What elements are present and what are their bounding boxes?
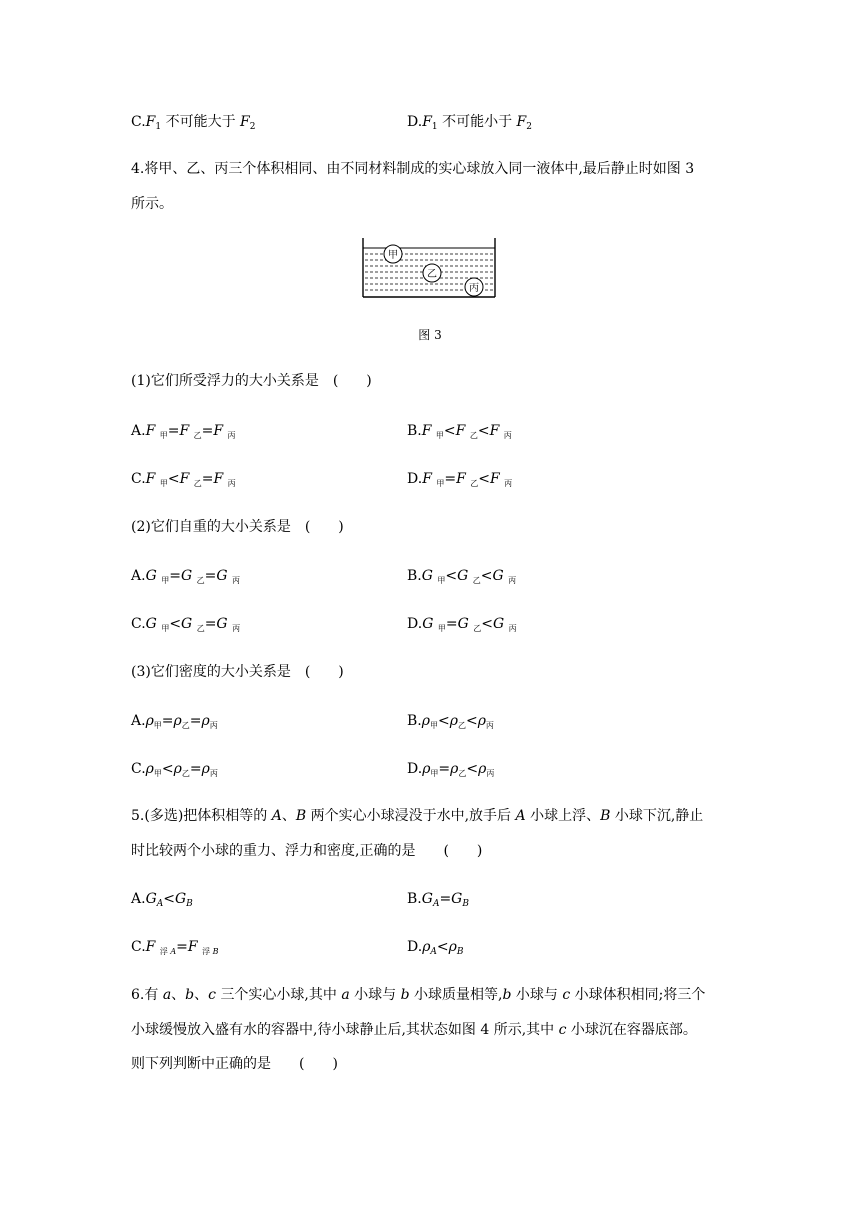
q6-text: 小球体积相同;将三个	[574, 987, 706, 1003]
q4-sub1-stem: (1)它们所受浮力的大小关系是 ( )	[131, 373, 372, 389]
q6-text: 小球缓慢放入盛有水的容器中,待小球静止后,其状态如图 4 所示,其中	[131, 1022, 555, 1038]
q6-text: 小球与	[515, 987, 558, 1003]
q5-stem-line2: 时比较两个小球的重力、浮力和密度,正确的是 ( )	[131, 843, 483, 859]
q6-stem-line1: 6.有 a、b、c 三个实心小球,其中 a 小球与 b 小球质量相等,b 小球与 c 小球体积相同;将三个	[131, 987, 706, 1003]
figure-3-caption: 图 3	[418, 328, 442, 342]
q6-text: 小球质量相等,	[414, 987, 503, 1003]
q4-sub2-stem: (2)它们自重的大小关系是 ( )	[131, 519, 344, 535]
q4-sub2-option-d: D.G $_甲$=G $_乙$<G $_丙$	[407, 616, 517, 633]
option-d-prev: $D.F_1$ 不可能小于 $F_2$	[407, 114, 532, 132]
container-diagram	[362, 238, 496, 300]
q5-text: 小球下沉,静止	[614, 808, 704, 824]
q5-text: 两个实心小球浸没于水中,放手后	[310, 808, 512, 824]
q4-sub3-option-b: $B.\rho_甲<\rho_乙<\rho_丙$	[407, 713, 494, 730]
q4-stem-line1: 4.将甲、乙、丙三个体积相同、由不同材料制成的实心球放入同一液体中,最后静止时如图 3	[131, 161, 695, 177]
option-label: D.	[407, 471, 423, 487]
q4-sub3-option-c: $C.\rho_甲<\rho_乙=\rho_丙$	[131, 761, 218, 778]
ball-label-bing: 丙	[469, 283, 479, 294]
option-label: B.	[407, 713, 422, 729]
option-label: B.	[407, 568, 422, 584]
q6-text: 小球与	[354, 987, 397, 1003]
q4-sub2-option-b: B.G $_甲$<G $_乙$<G $_丙$	[407, 568, 517, 585]
option-label: D.	[407, 939, 423, 955]
ball-label-yi: 乙	[427, 269, 437, 280]
option-text: 不可能小于	[442, 114, 513, 130]
q6-stem-line3: 则下列判断中正确的是 ( )	[131, 1056, 338, 1072]
option-label: C.	[131, 761, 146, 777]
q5-option-d: $D.\rho_A<\rho_B$	[407, 939, 464, 957]
q6-stem-line2: 小球缓慢放入盛有水的容器中,待小球静止后,其状态如图 4 所示,其中 c 小球沉在容器底部。	[131, 1022, 697, 1038]
q4-sub1-option-b: B.F $_甲$<F $_乙$<F $_丙$	[407, 423, 512, 440]
q4-sub3-stem: (3)它们密度的大小关系是 ( )	[131, 664, 344, 680]
q4-sub1-option-a: A.F $_甲$=F $_乙$=F $_丙$	[131, 423, 236, 440]
figure-3	[362, 238, 496, 304]
option-label: C.	[131, 616, 146, 632]
q4-sub3-option-d: $D.\rho_甲=\rho_乙<\rho_丙$	[407, 761, 495, 778]
q5-text: 5.(多选)把体积相等的	[131, 808, 268, 824]
q6-text: 三个实心小球,其中	[220, 987, 337, 1003]
option-label: C.	[131, 471, 146, 487]
option-label: D.	[407, 616, 423, 632]
q5-stem-line1: 5.(多选)把体积相等的 A、B 两个实心小球浸没于水中,放手后 A 小球上浮、B 小球下沉,静止	[131, 808, 704, 824]
q5-option-c: C.F $_{浮 A}$=F $_{浮 B}$	[131, 939, 219, 956]
q4-sub1-option-d: D.F $_甲$=F $_乙$<F $_丙$	[407, 471, 513, 488]
q4-sub2-option-a: A.G $_甲$=G $_乙$=G $_丙$	[131, 568, 240, 585]
ball-label-jia: 甲	[388, 250, 398, 261]
q4-sub2-option-c: C.G $_甲$<G $_乙$=G $_丙$	[131, 616, 241, 633]
q5-option-a: $A.G_A<G_B$	[131, 891, 193, 909]
option-label: A.	[131, 423, 146, 439]
option-text: 不可能大于	[165, 114, 236, 130]
option-label: C.	[131, 939, 146, 955]
option-c-prev: $C.F_1$ 不可能大于 $F_2$	[131, 114, 256, 132]
option-label: A.	[131, 713, 146, 729]
q4-sub3-option-a: $A.\rho_甲=\rho_乙=\rho_丙$	[131, 713, 218, 730]
q5-text: 小球上浮、	[530, 808, 601, 824]
q6-text: 小球沉在容器底部。	[570, 1022, 697, 1038]
option-label: B.	[407, 423, 422, 439]
q4-sub1-option-c: C.F $_甲$<F $_乙$=F $_丙$	[131, 471, 236, 488]
q4-stem-line2: 所示。	[131, 196, 173, 212]
option-label: C.	[131, 114, 146, 130]
option-label: A.	[131, 891, 146, 907]
q6-text: 6.有	[131, 987, 159, 1003]
option-label: D.	[407, 761, 423, 777]
option-label: D.	[407, 114, 423, 130]
option-label: B.	[407, 891, 422, 907]
option-label: A.	[131, 568, 146, 584]
q5-option-b: $B.G_A=G_B$	[407, 891, 469, 909]
